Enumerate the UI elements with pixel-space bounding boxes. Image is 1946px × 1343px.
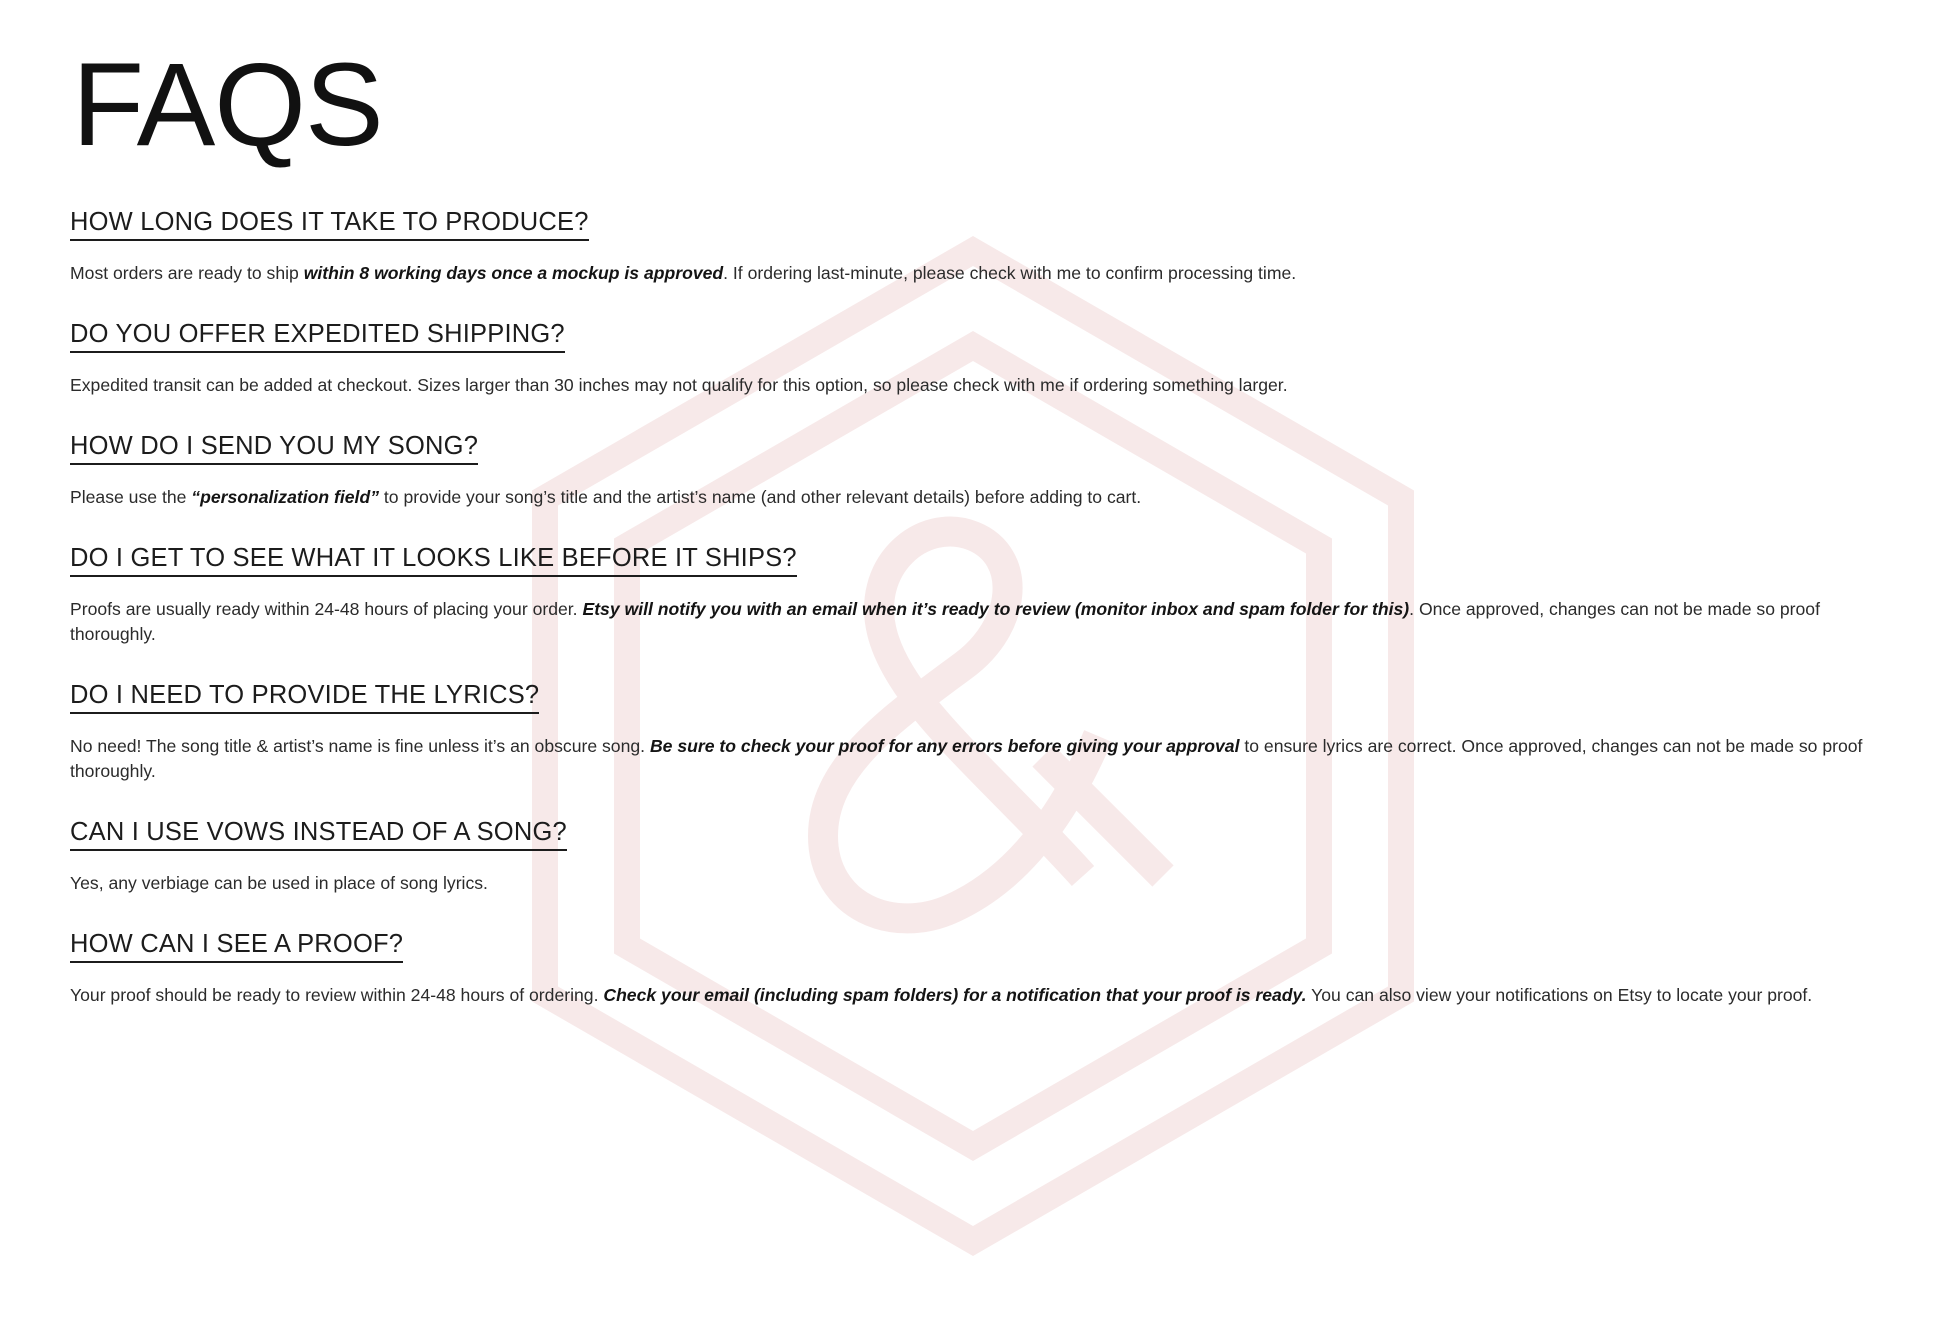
faq-answer xyxy=(70,871,1876,896)
faq-answer xyxy=(70,485,1876,510)
answer-emphasis: Etsy will notify you with an email when it’s ready to review (monitor inbox and spam folder for this) xyxy=(582,598,1410,619)
faq-item xyxy=(70,681,1876,784)
faq-answer xyxy=(70,734,1876,784)
faq-answer xyxy=(70,261,1876,286)
faq-item xyxy=(70,208,1876,286)
faq-item xyxy=(70,432,1876,510)
answer-text: . Once approved, changes can not be made so proof thoroughly. xyxy=(70,598,1820,644)
answer-emphasis: within 8 working days once a mockup is approved xyxy=(303,263,724,283)
answer-emphasis: Be sure to check your proof for any errors before giving your approval xyxy=(649,735,1240,756)
faq-question: DO YOU OFFER EXPEDITED SHIPPING? xyxy=(70,320,565,353)
faq-question: DO I GET TO SEE WHAT IT LOOKS LIKE BEFORE IT SHIPS? xyxy=(70,544,797,577)
answer-text: Expedited transit can be added at checkout. Sizes larger than 30 inches may not qualify for this option, so please check with me if ordering something larger. xyxy=(70,374,1288,395)
faq-page xyxy=(0,39,1946,1008)
answer-text: . If ordering last-minute, please check with me to confirm processing time. xyxy=(723,263,1297,283)
answer-text: Proofs are usually ready within 24-48 hours of placing your order. xyxy=(70,598,583,619)
answer-text: You can also view your notifications on Etsy to locate your proof. xyxy=(1306,984,1813,1005)
answer-text: No need! The song title & artist’s name is fine unless it’s an obscure song. xyxy=(70,735,650,756)
faq-item xyxy=(70,544,1876,647)
answer-text: Please use the xyxy=(70,486,192,507)
faq-question: HOW CAN I SEE A PROOF? xyxy=(70,930,403,963)
answer-text: Yes, any verbiage can be used in place of song lyrics. xyxy=(70,872,488,893)
faq-list xyxy=(70,208,1876,1008)
faq-item xyxy=(70,818,1876,896)
answer-text: to provide your song’s title and the artist’s name (and other relevant details) before adding to cart. xyxy=(379,486,1142,507)
faq-question: HOW DO I SEND YOU MY SONG? xyxy=(70,432,478,465)
answer-text: Your proof should be ready to review within 24-48 hours of ordering. xyxy=(70,984,604,1005)
faq-item xyxy=(70,930,1876,1008)
faq-item xyxy=(70,320,1876,398)
answer-emphasis: “personalization field” xyxy=(191,486,379,507)
page-title: FAQS xyxy=(72,39,383,171)
answer-text: to ensure lyrics are correct. Once approved, changes can not be made so proof thoroughly. xyxy=(70,735,1863,781)
answer-emphasis: Check your email (including spam folders) for a notification that your proof is ready. xyxy=(603,984,1307,1005)
faq-answer xyxy=(70,597,1876,647)
faq-question: CAN I USE VOWS INSTEAD OF A SONG? xyxy=(70,818,567,851)
faq-question: HOW LONG DOES IT TAKE TO PRODUCE? xyxy=(70,208,589,241)
faq-answer xyxy=(70,373,1876,398)
answer-text: Most orders are ready to ship xyxy=(70,263,304,283)
faq-answer xyxy=(70,983,1876,1008)
faq-question: DO I NEED TO PROVIDE THE LYRICS? xyxy=(70,681,539,714)
